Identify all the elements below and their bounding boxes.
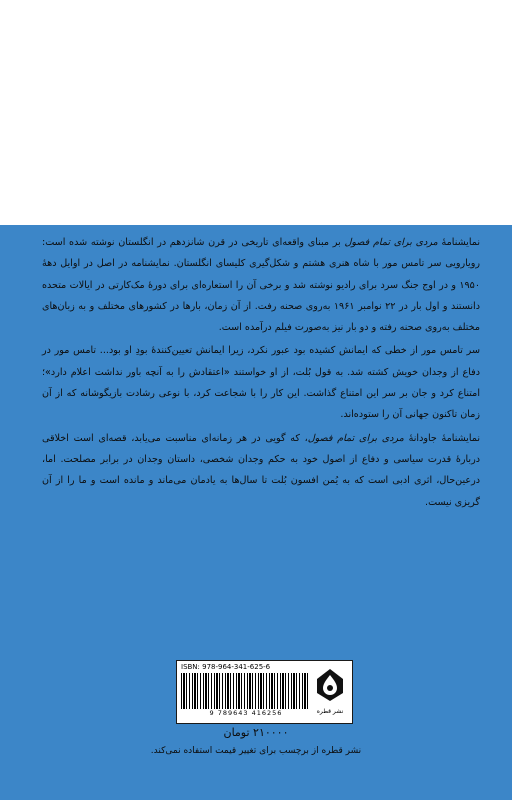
publisher-name: نشر قطره <box>316 708 344 715</box>
play-title: مردی برای تمام فصول <box>307 432 404 444</box>
back-cover-blurb <box>42 232 480 513</box>
barcode-digits: 9 789643 416256 <box>209 709 283 717</box>
barcode-box <box>176 660 353 724</box>
isbn-label: ISBN: 978-964-341-625-6 <box>181 663 271 671</box>
blurb-paragraph-1: نمایشنامهٔ مردی برای تمام فصول بر مبنای واقعه‌ای تاریخی در قرن شانزدهم در انگلستان نوشته شده است: رویارویی سر تامس مور با شاه هنری هشتم و شکل‌گیری کلیسای انگلستان. نمایشنامه در اصل در اوایل دههٔ ۱۹۵۰ و در اوج جنگ سرد برای رادیو نوشته شد و برخی آن را استعاره‌ای برای دورهٔ مک‌کارتی در ایالات متحده دانستند و اول بار در ۲۲ نوامبر ۱۹۶۱ به‌روی صحنه رفت. از آن زمان، بارها در کشورهای مختلف و به زبان‌های مختلف به‌روی صحنه رفته و دو بار نیز به‌صورت فیلم درآمده است. <box>42 237 480 334</box>
play-title: مردی برای تمام فصول <box>344 237 438 248</box>
ghatreh-logo-icon <box>313 667 347 703</box>
blurb-paragraph-3: نمایشنامهٔ جاودانهٔ مردی برای تمام فصول، که گویی در هر زمانه‌ای مناسبت می‌یابد، قصه‌ای است اخلاقی دربارهٔ قدرت سیاسی و دفاع از اصول خود به حکم وجدان شخصی، داستان وجدان در برابر مصلحت. اما، درعین‌حال، اثری ادبی است که به یُمن افسون بُلت تا سال‌ها به یادمان می‌ماند و مانده است و ما را از آن گریزی نیست. <box>42 432 480 508</box>
price-label: ۲۱۰۰۰۰ تومان <box>223 726 289 739</box>
blurb-paragraph-2: سر تامس مور از خطی که ایمانش کشیده بود عبور نکرد، زیرا ایمانش تعیین‌کنندهٔ بودِ او بود... تامس مور در دفاع از وجدان خویش کشته شد. به قول بُلت، از او خواستند «اعتقادش را به آنچه باور نداشت اعلام دارد»؛ امتناع کرد و جان بر سر این امتناع گذاشت. این کار را با شجاعت کرد، با نوعی رشادت بازیگوشانه که از آن زمان تاکنون جهانی آن را ستوده‌اند. <box>42 345 480 421</box>
barcode <box>181 673 309 709</box>
publisher-logo <box>313 667 347 715</box>
price-notice: نشر قطره از برچسب برای تغییر قیمت استفاده نمی‌کند. <box>150 746 362 756</box>
cover-top-area <box>0 0 512 225</box>
